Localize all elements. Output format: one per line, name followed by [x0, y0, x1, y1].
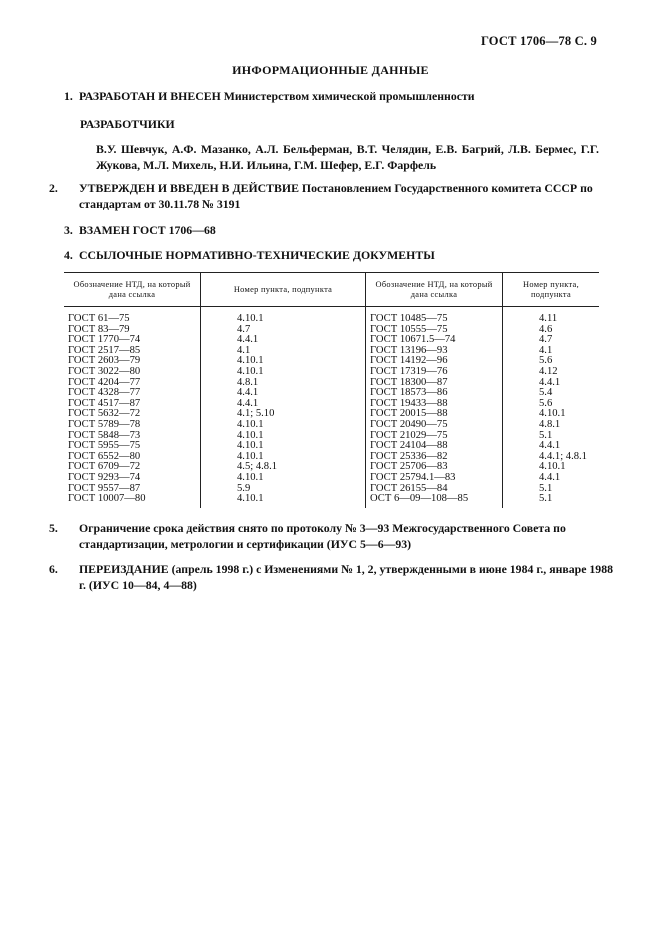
ref-item-cell: 4.8.1: [539, 418, 561, 430]
ref-item-cell: 4.4.1: [539, 471, 561, 483]
section-text: Министерством химической промышленности: [220, 89, 475, 103]
section-number: 2.: [49, 181, 58, 195]
ref-doc-cell: ГОСТ 20015—88: [366, 409, 503, 420]
ref-item-cell: 4.4.1: [539, 440, 561, 452]
ref-item-cell: 4.4.1: [201, 335, 366, 346]
ref-item-cell: 4.10.1: [201, 494, 366, 508]
ref-doc-cell: ГОСТ 10485—75: [366, 307, 503, 325]
table-row: [64, 378, 599, 389]
developers-heading: РАЗРАБОТЧИКИ: [80, 117, 175, 131]
section-6: [49, 561, 614, 593]
ref-doc-cell: ГОСТ 4328—77: [64, 388, 201, 399]
ref-doc-cell: ГОСТ 19433—88: [366, 399, 503, 410]
table-row: [64, 335, 599, 346]
table-row: [64, 307, 599, 325]
section-5: [49, 520, 614, 552]
table-row: [64, 494, 599, 508]
ref-item-cell: 4.4.1: [539, 376, 561, 388]
ref-doc-cell: ГОСТ 5848—73: [64, 431, 201, 442]
ref-item-cell: 4.10.1: [201, 473, 366, 484]
table-row: [64, 367, 599, 378]
ref-item-cell: 5.6: [539, 397, 553, 409]
ref-doc-cell: ОСТ 6—09—108—85: [366, 494, 503, 508]
ref-item-cell: 4.4.1: [201, 399, 366, 410]
ref-item-cell: 5.4: [539, 387, 553, 399]
ref-item-cell: 4.7: [201, 325, 366, 336]
table-row: [64, 431, 599, 442]
ref-item-cell: 4.1: [539, 344, 553, 356]
ref-doc-cell: ГОСТ 9557—87: [64, 484, 201, 495]
table-row: [64, 325, 599, 336]
section-number: 6.: [49, 562, 58, 576]
ref-doc-cell: ГОСТ 13196—93: [366, 346, 503, 357]
column-header-doc: Обозначение НТД, на который дана ссылка: [64, 273, 201, 307]
table-row: [64, 346, 599, 357]
section-number: 3.: [64, 223, 73, 237]
section-3: [64, 222, 599, 238]
ref-doc-cell: ГОСТ 26155—84: [366, 484, 503, 495]
table-row: [64, 356, 599, 367]
ref-doc-cell: ГОСТ 25794.1—83: [366, 473, 503, 484]
table-row: [64, 473, 599, 484]
section-text: Постановлением Государственного комитета СССР по стандартам от 30.11.78 № 3191: [79, 181, 593, 211]
ref-doc-cell: ГОСТ 24104—88: [366, 441, 503, 452]
ref-item-cell: 4.10.1: [539, 461, 566, 473]
ref-doc-cell: ГОСТ 5632—72: [64, 409, 201, 420]
ref-doc-cell: ГОСТ 83—79: [64, 325, 201, 336]
ref-doc-cell: ГОСТ 1770—74: [64, 335, 201, 346]
ref-doc-cell: ГОСТ 2517—85: [64, 346, 201, 357]
ref-doc-cell: ГОСТ 6552—80: [64, 452, 201, 463]
references-table: [64, 272, 599, 508]
ref-doc-cell: ГОСТ 4204—77: [64, 378, 201, 389]
ref-item-cell: 4.12: [539, 365, 558, 377]
ref-doc-cell: ГОСТ 9293—74: [64, 473, 201, 484]
ref-item-cell: 4.10.1: [201, 356, 366, 367]
ref-doc-cell: ГОСТ 10555—75: [366, 325, 503, 336]
ref-item-cell: 4.10.1: [201, 307, 366, 325]
table-row: [64, 388, 599, 399]
column-header-doc: Обозначение НТД, на который дана ссылка: [366, 273, 503, 307]
ref-doc-cell: ГОСТ 10007—80: [64, 494, 201, 508]
table-row: [64, 409, 599, 420]
ref-doc-cell: ГОСТ 5955—75: [64, 441, 201, 452]
section-heading: УТВЕРЖДЕН И ВВЕДЕН В ДЕЙСТВИЕ: [79, 181, 299, 195]
section-4: [64, 247, 599, 263]
section-heading: РАЗРАБОТАН И ВНЕСЕН: [79, 89, 221, 103]
ref-doc-cell: ГОСТ 25336—82: [366, 452, 503, 463]
ref-item-cell: 5.9: [201, 484, 366, 495]
table-row: [64, 441, 599, 452]
ref-doc-cell: ГОСТ 21029—75: [366, 431, 503, 442]
section-1: [64, 88, 599, 104]
ref-item-cell: 4.10.1: [201, 431, 366, 442]
ref-item-cell: 4.6: [539, 323, 553, 335]
section-text: Ограничение срока действия снято по протоколу № 3—93 Межгосударственного Совета по стандартизации, метрологии и сертификации (ИУС 5—6—93): [79, 521, 566, 551]
page-title: ИНФОРМАЦИОННЫЕ ДАННЫЕ: [232, 63, 429, 77]
table-row: [64, 462, 599, 473]
ref-doc-cell: ГОСТ 4517—87: [64, 399, 201, 410]
section-text: ССЫЛОЧНЫЕ НОРМАТИВНО-ТЕХНИЧЕСКИЕ ДОКУМЕНТЫ: [79, 248, 435, 262]
ref-item-cell: 4.11: [539, 313, 558, 324]
ref-doc-cell: ГОСТ 6709—72: [64, 462, 201, 473]
ref-doc-cell: ГОСТ 25706—83: [366, 462, 503, 473]
section-text: ВЗАМЕН ГОСТ 1706—68: [79, 223, 216, 237]
ref-doc-cell: ГОСТ 10671.5—74: [366, 335, 503, 346]
column-header-item: Номер пункта, подпункта: [201, 273, 366, 307]
ref-item-cell: 4.10.1: [201, 441, 366, 452]
section-number: 5.: [49, 521, 58, 535]
section-number: 4.: [64, 248, 73, 262]
ref-doc-cell: ГОСТ 61—75: [64, 307, 201, 325]
table-row: [64, 452, 599, 463]
ref-doc-cell: ГОСТ 18300—87: [366, 378, 503, 389]
ref-item-cell: 5.1: [539, 482, 553, 494]
table-body: [64, 307, 599, 508]
ref-item-cell: 4.4.1; 4.8.1: [539, 450, 587, 462]
ref-item-cell: 5.6: [539, 355, 553, 367]
section-text: ПЕРЕИЗДАНИЕ (апрель 1998 г.) с Изменениями № 1, 2, утвержденными в июне 1984 г., январе 1988 г. (ИУС 10—84, 4—88): [79, 562, 613, 592]
ref-item-cell: 4.5; 4.8.1: [201, 462, 366, 473]
ref-item-cell: 4.10.1: [201, 420, 366, 431]
ref-doc-cell: ГОСТ 20490—75: [366, 420, 503, 431]
ref-item-cell: 5.1: [539, 429, 553, 441]
ref-doc-cell: ГОСТ 5789—78: [64, 420, 201, 431]
document-id: ГОСТ 1706—78 С. 9: [480, 34, 597, 48]
ref-item-cell: 4.1: [201, 346, 366, 357]
ref-item-cell: 4.10.1: [201, 452, 366, 463]
section-number: 1.: [64, 89, 73, 103]
table-header-row: [64, 273, 599, 307]
ref-item-cell: 4.7: [539, 334, 553, 346]
ref-doc-cell: ГОСТ 17319—76: [366, 367, 503, 378]
column-header-item: Номер пункта, подпункта: [503, 273, 600, 307]
ref-item-cell: 4.10.1: [539, 408, 566, 420]
section-2: [49, 180, 614, 212]
ref-doc-cell: ГОСТ 14192—96: [366, 356, 503, 367]
ref-item-cell: 4.1; 5.10: [201, 409, 366, 420]
ref-doc-cell: ГОСТ 18573—86: [366, 388, 503, 399]
developers-list: В.У. Шевчук, А.Ф. Мазанко, А.Л. Бельферман, В.Т. Челядин, Е.В. Багрий, Л.В. Бермес, Г.Г. Жукова, М.Л. Михель, Н.И. Ильина, Г.М. Шефер, Е.Г. Фарфель: [96, 142, 599, 172]
table-row: [64, 399, 599, 410]
ref-item-cell: 4.10.1: [201, 367, 366, 378]
ref-item-cell: 5.1: [539, 493, 553, 505]
ref-doc-cell: ГОСТ 3022—80: [64, 367, 201, 378]
table-row: [64, 420, 599, 431]
ref-doc-cell: ГОСТ 2603—79: [64, 356, 201, 367]
ref-item-cell: 4.8.1: [201, 378, 366, 389]
ref-item-cell: 4.4.1: [201, 388, 366, 399]
